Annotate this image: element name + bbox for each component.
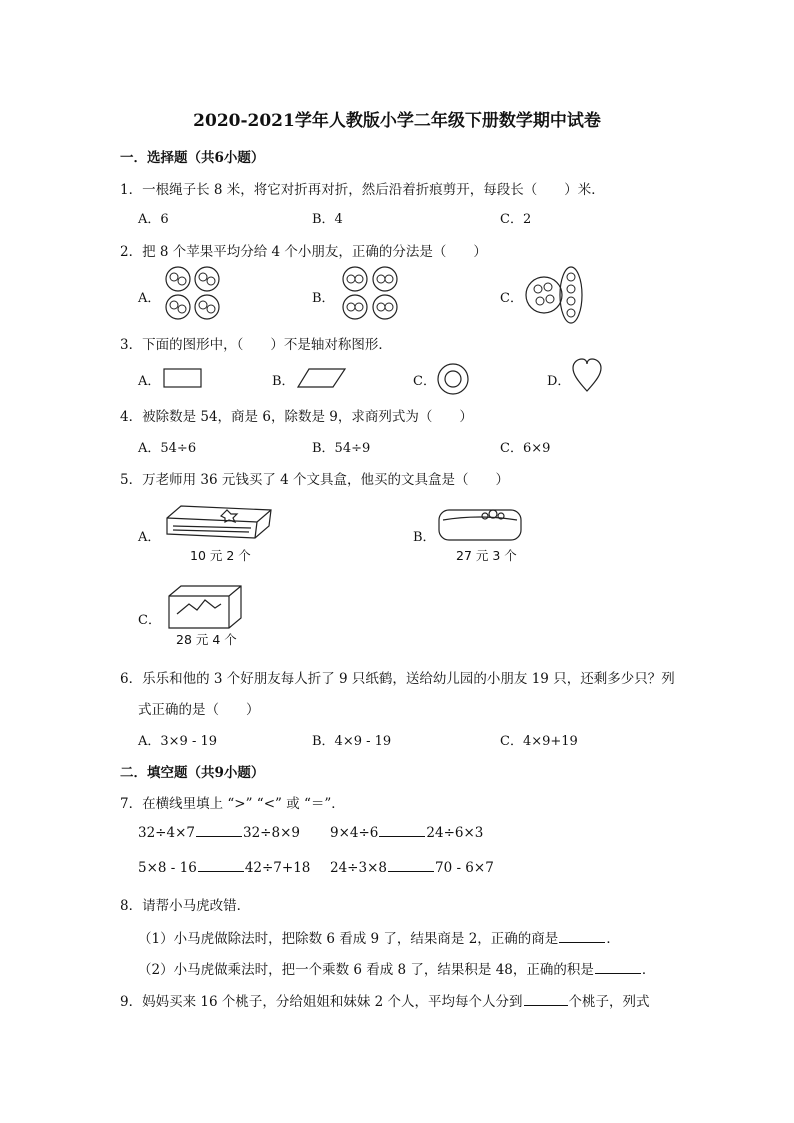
rectangle-shape-image [163, 367, 203, 389]
q8-blank-1[interactable] [559, 930, 605, 943]
q1-option-c[interactable]: C．2 [500, 212, 532, 227]
q3-option-c[interactable]: C． [413, 374, 436, 389]
q7-blank-4[interactable] [388, 859, 434, 872]
heart-shape-image [571, 358, 603, 394]
pencil-case-c-price: 28 元 4 个 [176, 632, 237, 647]
ring-shape-image [436, 362, 470, 396]
question-2-text: 2．把 8 个苹果平均分给 4 个小朋友，正确的分法是（ ） [120, 244, 487, 260]
q9-blank-1[interactable] [524, 993, 568, 1006]
pencil-case-c-image [165, 584, 245, 630]
question-3-text: 3．下面的图形中，（ ）不是轴对称图形． [120, 337, 392, 353]
q3-option-d[interactable]: D． [547, 374, 571, 389]
question-5-text: 5．万老师用 36 元钱买了 4 个文具盒，他买的文具盒是（ ） [120, 472, 510, 488]
q3-option-a[interactable]: A． [138, 374, 161, 389]
q5-option-a[interactable]: A． [138, 530, 161, 545]
q2-option-a[interactable]: A． [138, 291, 161, 306]
question-9-text: 9．妈妈买来 16 个桃子，分给姐姐和妹妹 2 个人，平均每个人分到 个桃子，列式 [120, 994, 650, 1010]
q8-blank-2[interactable] [595, 961, 641, 974]
q6-option-c[interactable]: C．4×9+19 [500, 734, 578, 749]
q1-option-a[interactable]: A．6 [138, 212, 169, 227]
q2-apples-in-two-groups-c-image [524, 265, 586, 325]
q4-option-b[interactable]: B．54÷9 [312, 441, 371, 456]
q2-apples-in-four-groups-b-image [340, 265, 402, 323]
q7-row1-item1: 32÷4×7 32÷8×9 [138, 825, 300, 841]
q8-part-2: （2）小马虎做乘法时，把一个乘数 6 看成 8 了，结果积是 48，正确的积是 ． [138, 962, 656, 978]
q2-option-b[interactable]: B． [312, 291, 335, 306]
question-1-text: 1．一根绳子长 8 米，将它对折再对折，然后沿着折痕剪开，每段长（ ）米． [120, 182, 605, 198]
pencil-case-a-image [163, 500, 275, 540]
question-7-text: 7．在横线里填上 “>” “<” 或 “＝”． [120, 796, 345, 812]
q7-blank-1[interactable] [196, 824, 242, 837]
section-choice-heading: 一．选择题（共6小题） [120, 150, 265, 166]
pencil-case-b-price: 27 元 3 个 [456, 548, 517, 563]
parallelogram-shape-image [297, 367, 347, 389]
q8-part-1: （1）小马虎做除法时，把除数 6 看成 9 了，结果商是 2，正确的商是 ． [138, 931, 620, 947]
question-6-text-line1: 6．乐乐和他的 3 个好朋友每人折了 9 只纸鹤，送给幼儿园的小朋友 19 只，还剩多少只？列 [120, 671, 675, 687]
page-title: 2020-2021学年人教版小学二年级下册数学期中试卷 [193, 111, 601, 131]
q7-row2-item1: 5×8 - 16 42÷7+18 [138, 860, 311, 876]
q7-blank-3[interactable] [198, 859, 244, 872]
q6-option-b[interactable]: B．4×9 - 19 [312, 734, 392, 749]
question-6-text-line2: 式正确的是（ ） [138, 702, 260, 718]
q3-option-b[interactable]: B． [272, 374, 295, 389]
q7-row1-item2: 9×4÷6 24÷6×3 [330, 825, 484, 841]
pencil-case-b-image [437, 500, 523, 544]
q4-option-c[interactable]: C．6×9 [500, 441, 551, 456]
q7-row2-item2: 24÷3×8 70 - 6×7 [330, 860, 494, 876]
q1-option-b[interactable]: B．4 [312, 212, 343, 227]
q7-blank-2[interactable] [379, 824, 425, 837]
section-fill-heading: 二．填空题（共9小题） [120, 765, 265, 781]
pencil-case-a-price: 10 元 2 个 [190, 548, 251, 563]
q4-option-a[interactable]: A．54÷6 [138, 441, 197, 456]
q6-option-a[interactable]: A．3×9 - 19 [138, 734, 218, 749]
question-8-text: 8．请帮小马虎改错． [120, 898, 251, 914]
q5-option-b[interactable]: B． [413, 530, 436, 545]
question-4-text: 4．被除数是 54，商是 6，除数是 9，求商列式为（ ） [120, 409, 473, 425]
q2-option-c[interactable]: C． [500, 291, 523, 306]
q2-apples-in-four-groups-a-image [163, 265, 223, 323]
q5-option-c[interactable]: C． [138, 613, 161, 628]
